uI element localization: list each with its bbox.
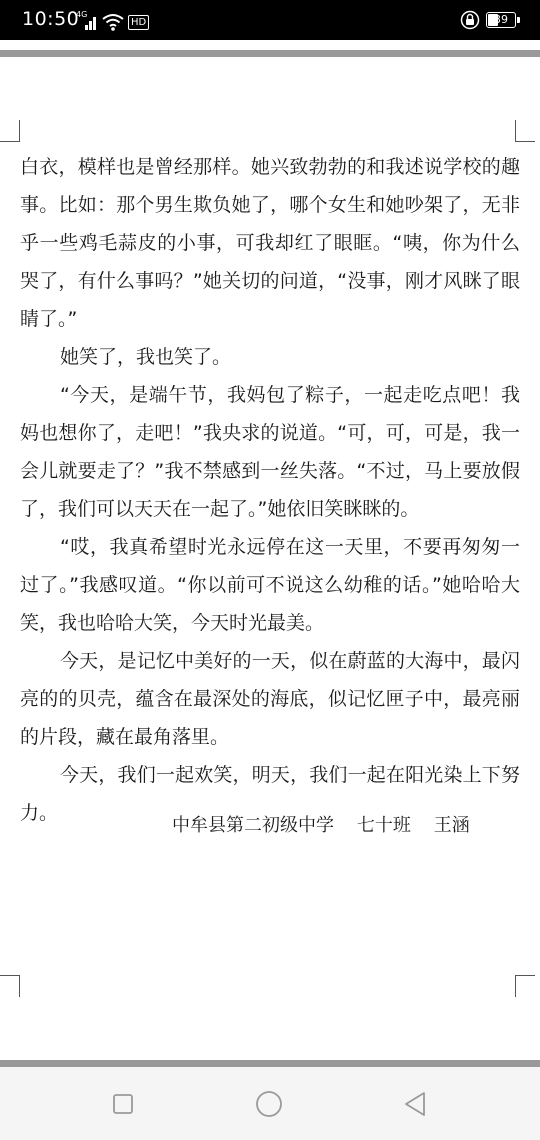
author-signature: 中牟县第二初级中学 七十班 王涵 [172, 815, 470, 836]
wifi-icon [102, 12, 124, 32]
hd-icon: HD [128, 15, 149, 30]
paragraph: 今天，是记忆中美好的一天，似在蔚蓝的大海中，最闪亮的的贝壳，蕴含在最深处的海底，似记忆匣子中，最亮丽的片段，藏在最角落里。 [20, 650, 520, 748]
crop-mark-bottom-right [515, 975, 535, 997]
paragraph: “哎，我真希望时光永远停在这一天里，不要再匆匆一过了。”我感叹道。“你以前可不说这么幼稚的话。”她哈哈大笑，我也哈哈大笑，今天时光最美。 [20, 536, 520, 634]
crop-mark-bottom-left [0, 975, 20, 997]
bottom-page-divider [0, 1060, 540, 1067]
paragraph: 今天，我们一起欢笑，明天，我们一起在阳光染上下努力。 [20, 764, 520, 824]
square-icon [112, 1093, 134, 1115]
paragraph: 她笑了，我也笑了。 [60, 346, 232, 368]
back-button[interactable] [400, 1089, 430, 1119]
document-body[interactable] [20, 148, 520, 832]
home-button[interactable] [254, 1089, 284, 1119]
paragraph: 白衣，模样也是曾经那样。她兴致勃勃的和我述说学校的趣事。比如：那个男生欺负她了，哪个女生和她吵架了，无非乎一些鸡毛蒜皮的小事，可我却红了眼眶。“咦，你为什么哭了，有什么事吗？”她关切的问道，“没事，刚才风眯了眼睛了。” [20, 156, 520, 330]
back-triangle-icon [402, 1090, 428, 1118]
crop-mark-top-left [0, 120, 20, 142]
top-page-divider [0, 50, 540, 57]
navigation-bar [0, 1067, 540, 1140]
crop-mark-top-right [515, 120, 535, 142]
network-type-label: 4G [76, 10, 88, 19]
status-bar [0, 0, 540, 40]
battery-level: 39 [494, 13, 508, 26]
signal-icon [76, 12, 98, 32]
lock-icon [460, 10, 480, 30]
circle-icon [254, 1089, 284, 1119]
paragraph: “今天，是端午节，我妈包了粽子，一起走吃点吧！我妈也想你了，走吧！”我央求的说道。“可，可，可是，我一会儿就要走了？”我不禁感到一丝失落。“不过，马上要放假了，我们可以天天在一起了。”她依旧笑眯眯的。 [20, 384, 520, 520]
status-time: 10:50 [22, 8, 80, 30]
recent-apps-button[interactable] [108, 1089, 138, 1119]
battery-icon [486, 12, 516, 28]
